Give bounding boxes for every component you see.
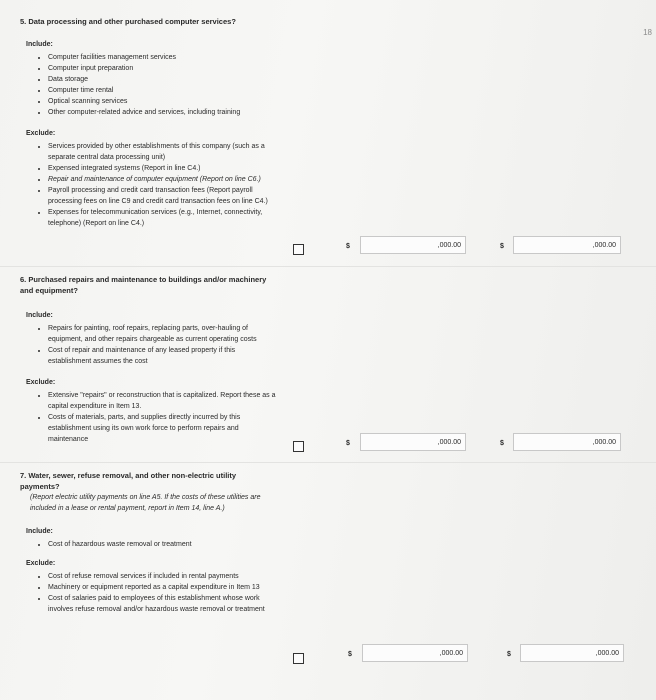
q6-amount-input-1[interactable]: ,000.00 [360,433,466,451]
list-item: • Cost of repair and maintenance of any leased property if this establishment assumes the cost [48,345,276,367]
list-item: • Repair and maintenance of computer equipment (Report on line C6.) [48,174,278,185]
list-item: • Optical scanning services [48,96,300,107]
question-7-title: 7. Water, sewer, refuse removal, and other non-electric utility payments? [20,471,237,491]
list-item: • Payroll processing and credit card transaction fees (Report payroll processing fees on line C9 and credit card transaction fees on line C4.) [48,185,278,207]
page-number: 18 [643,28,652,37]
question-7 [20,470,300,615]
list-item: • Cost of refuse removal services if included in rental payments [48,571,276,582]
list-item: • Cost of salaries paid to employees of this establishment whose work involves refuse removal and/or hazardous waste removal or treatment [48,593,276,615]
q5-not-applicable-checkbox[interactable] [293,244,304,255]
q5-dollar-sign-1: $ [346,243,350,250]
list-item: • Extensive "repairs" or reconstruction that is capitalized. Report these as a capital expenditure in Item 13. [48,390,276,412]
q6-dollar-sign-1: $ [346,440,350,447]
question-6 [20,274,300,445]
q6-exclude-label: Exclude: [26,379,56,386]
q5-amount-input-2[interactable]: ,000.00 [513,236,621,254]
question-5-title: 5. Data processing and other purchased computer services? [20,17,236,26]
list-item: • Expensed integrated systems (Report in line C4.) [48,163,278,174]
q7-dollar-sign-2: $ [507,651,511,658]
list-item: • Expenses for telecommunication services (e.g., Internet, connectivity, telephone) (Report on line C4.) [48,207,278,229]
q6-not-applicable-checkbox[interactable] [293,441,304,452]
q7-include-label: Include: [26,528,53,535]
q6-amount-input-2[interactable]: ,000.00 [513,433,621,451]
q7-include-list [38,539,300,550]
q6-include-label: Include: [26,312,53,319]
q7-exclude-list [38,571,276,615]
list-item: • Repairs for painting, roof repairs, replacing parts, over-hauling of equipment, and other repairs chargeable as current operating costs [48,323,276,345]
section-divider [0,266,656,267]
list-item: • Costs of materials, parts, and supplies directly incurred by this establishment using its own work force to perform repairs and maintenance [48,412,276,445]
q5-exclude-label: Exclude: [26,130,56,137]
question-6-title: 6. Purchased repairs and maintenance to buildings and/or machinery and equipment? [20,275,267,295]
q7-amount-input-1[interactable]: ,000.00 [362,644,468,662]
section-divider [0,462,656,463]
list-item: • Computer facilities management services [48,52,300,63]
q5-exclude-list [38,141,278,229]
question-7-note: (Report electric utility payments on line A5. If the costs of these utilities are included in a lease or rental payment, report in Item 14, line A.) [30,494,261,512]
q7-dollar-sign-1: $ [348,651,352,658]
list-item: • Cost of hazardous waste removal or treatment [48,539,300,550]
question-5 [20,16,300,229]
list-item: • Other computer-related advice and services, including training [48,107,268,118]
q6-dollar-sign-2: $ [500,440,504,447]
list-item: • Machinery or equipment reported as a capital expenditure in Item 13 [48,582,276,593]
q5-dollar-sign-2: $ [500,243,504,250]
list-item: • Computer time rental [48,85,300,96]
q6-include-list [38,323,276,367]
list-item: • Data storage [48,74,300,85]
q6-exclude-list [38,390,276,445]
list-item: • Computer input preparation [48,63,300,74]
q7-not-applicable-checkbox[interactable] [293,653,304,664]
q7-amount-input-2[interactable]: ,000.00 [520,644,624,662]
q7-exclude-label: Exclude: [26,560,56,567]
q5-amount-input-1[interactable]: ,000.00 [360,236,466,254]
q5-include-list [38,52,300,118]
list-item: • Services provided by other establishments of this company (such as a separate central data processing unit) [48,141,278,163]
q5-include-label: Include: [26,41,53,48]
